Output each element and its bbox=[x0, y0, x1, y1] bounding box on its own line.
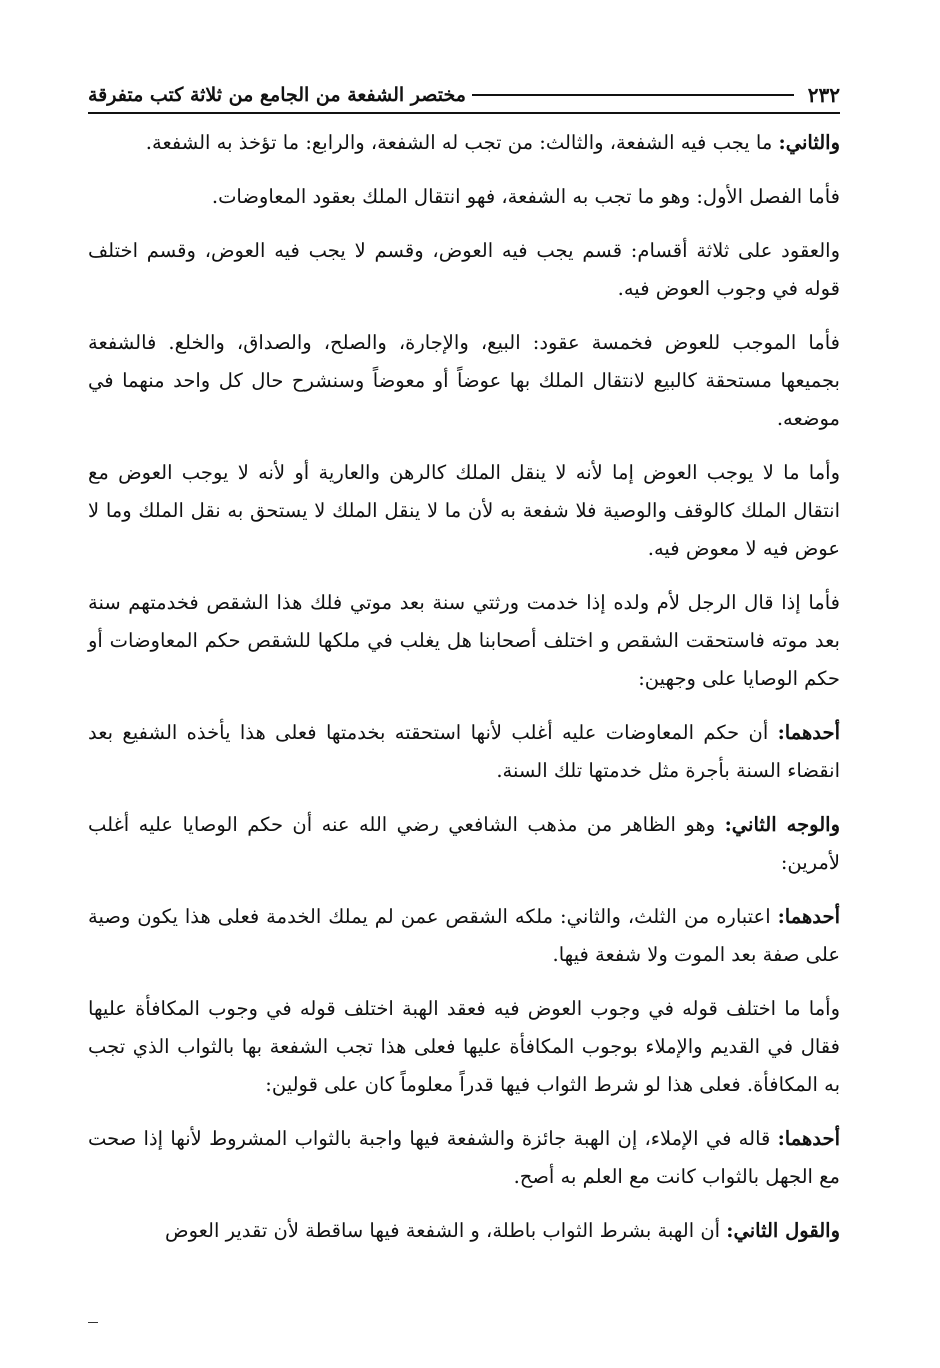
paragraph bbox=[88, 1212, 840, 1250]
paragraph-text: قاله في الإملاء، إن الهبة جائزة والشفعة فيها واجبة بالثواب المشروط لأنها إذا صحت مع الجهل بالثواب كانت مع العلم به أصح. bbox=[88, 1127, 840, 1188]
paragraph bbox=[88, 232, 840, 308]
paragraph bbox=[88, 714, 840, 790]
page-number: ٢٣٢ bbox=[807, 83, 840, 107]
paragraph-text: أن الهبة بشرط الثواب باطلة، و الشفعة فيها ساقطة لأن تقدير العوض bbox=[165, 1219, 727, 1242]
paragraph bbox=[88, 1120, 840, 1196]
running-header bbox=[88, 78, 840, 114]
header-rule bbox=[472, 94, 794, 96]
paragraph-text: فأما الموجب للعوض فخمسة عقود: البيع، والإجارة، والصلح، والصداق، والخلع. فالشفعة بجميعها مستحقة كالبيع لانتقال الملك بها عوضاً أو معوضاً وسنشرح حال كل واحد منهما في موضعه. bbox=[88, 331, 840, 430]
paragraph-text: والعقود على ثلاثة أقسام: قسم يجب فيه العوض، وقسم لا يجب فيه العوض، وقسم اختلف قوله في وجوب العوض فيه. bbox=[88, 239, 840, 300]
paragraph-lead: أحدهما: bbox=[777, 1127, 840, 1150]
running-title: مختصر الشفعة من الجامع من ثلاثة كتب متفرقة bbox=[88, 83, 466, 106]
paragraph-text: وهو الظاهر من مذهب الشافعي رضي الله عنه أن حكم الوصايا عليه أغلب لأمرين: bbox=[88, 813, 840, 874]
paragraph-lead: والقول الثاني: bbox=[726, 1219, 840, 1242]
paragraph bbox=[88, 584, 840, 698]
paragraph-lead: والوجه الثاني: bbox=[724, 813, 840, 836]
paragraph-lead: أحدهما: bbox=[777, 905, 840, 928]
paragraph-lead: والثاني: bbox=[778, 131, 840, 154]
paragraph-text: أن حكم المعاوضات عليه أغلب لأنها استحقته بخدمتها فعلى هذا يأخذه الشفيع بعد انقضاء السنة بأجرة مثل خدمتها تلك السنة. bbox=[88, 721, 840, 782]
bottom-margin-mark bbox=[88, 1322, 98, 1323]
paragraph-text: اعتباره من الثلث، والثاني: ملكه الشقص عمن لم يملك الخدمة فعلى هذا يكون وصية على صفة بعد الموت ولا شفعة فيها. bbox=[88, 905, 840, 966]
paragraph-text: وأما ما لا يوجب العوض إما لأنه لا ينقل الملك كالرهن والعارية أو لأنه لا يوجب العوض مع انتقال الملك كالوقف والوصية فلا شفعة به لأن ما لا ينقل الملك لا يستحق به نقل الملك وما لا عوض فيه لا معوض فيه. bbox=[88, 461, 840, 560]
paragraph bbox=[88, 324, 840, 438]
paragraph bbox=[88, 806, 840, 882]
paragraph-text: ما يجب فيه الشفعة، والثالث: من تجب له الشفعة، والرابع: ما تؤخذ به الشفعة. bbox=[145, 131, 779, 154]
paragraph-text: فأما الفصل الأول: وهو ما تجب به الشفعة، فهو انتقال الملك بعقود المعاوضات. bbox=[211, 185, 840, 208]
paragraph bbox=[88, 898, 840, 974]
paragraph bbox=[88, 990, 840, 1104]
paragraph-lead: أحدهما: bbox=[777, 721, 840, 744]
document-page bbox=[88, 78, 840, 1266]
paragraph-text: وأما ما اختلف قوله في وجوب العوض فيه فعقد الهبة اختلف قوله في وجوب المكافأة عليها فقال في القديم والإملاء بوجوب المكافأة عليها فعلى هذا تجب الشفعة بها بالثواب الذي تجب به المكافأة. فعلى هذا لو شرط الثواب فيها قدراً معلوماً كان على قولين: bbox=[88, 997, 840, 1096]
paragraph-text: فأما إذا قال الرجل لأم ولده إذا خدمت ورثتي سنة بعد موتي فلك هذا الشقص فخدمتهم سنة بعد موته فاستحقت الشقص و اختلف أصحابنا هل يغلب في ملكها للشقص حكم المعاوضات أو حكم الوصايا على وجهين: bbox=[88, 591, 840, 690]
paragraph bbox=[88, 454, 840, 568]
paragraph bbox=[88, 178, 840, 216]
paragraph bbox=[88, 124, 840, 162]
